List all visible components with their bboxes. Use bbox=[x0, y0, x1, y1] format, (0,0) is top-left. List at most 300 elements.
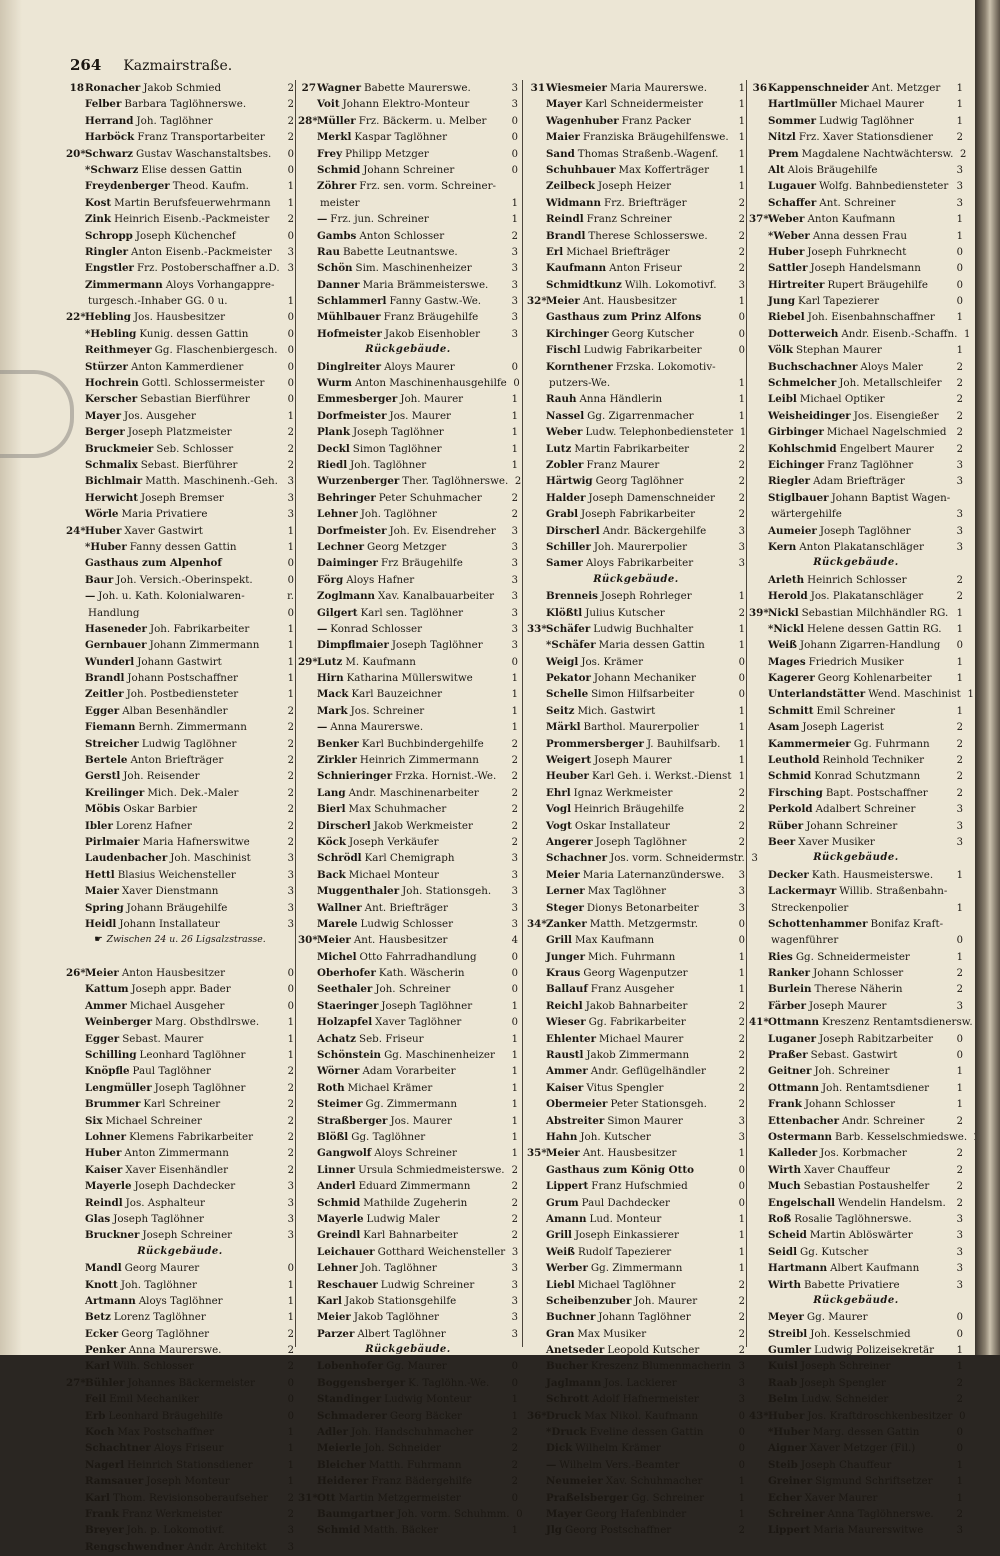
directory-entry bbox=[298, 1326, 518, 1342]
entry-details: Xaver Chauffeur bbox=[803, 1163, 890, 1176]
entry-text bbox=[317, 703, 505, 719]
entry-text bbox=[546, 96, 732, 112]
surname: Bruckmeier bbox=[85, 442, 154, 455]
surname: Knöpfle bbox=[85, 1065, 130, 1078]
entry-details: Philipp Metzger bbox=[345, 147, 429, 160]
surname: Kappenschneider bbox=[768, 82, 869, 94]
directory-entry bbox=[527, 244, 745, 260]
directory-entry bbox=[527, 916, 745, 932]
directory-entry bbox=[298, 473, 522, 489]
directory-entry bbox=[749, 1408, 966, 1424]
entry-details: Gottl. Schlossermeister bbox=[141, 377, 265, 390]
entry-text bbox=[85, 768, 281, 784]
entry-text bbox=[317, 555, 505, 571]
entry-details: Joseph Taglöhner bbox=[352, 426, 444, 439]
surname: Scheid bbox=[768, 1229, 807, 1242]
entry-text bbox=[546, 981, 732, 997]
directory-entry bbox=[298, 113, 518, 129]
entry-details: Barbara Taglöhnerswe. bbox=[124, 98, 247, 111]
entry-text bbox=[317, 309, 505, 325]
directory-entry bbox=[749, 1342, 963, 1358]
entry-details: Aloys Maurer bbox=[384, 360, 455, 373]
entry-text bbox=[768, 785, 950, 801]
surname: Fischl bbox=[546, 344, 581, 357]
entry-text bbox=[85, 621, 281, 637]
directory-entry bbox=[298, 850, 518, 866]
floor-number: 0 bbox=[511, 951, 518, 963]
house-number: 26* bbox=[66, 967, 86, 980]
entry-details: Martin Berufsfeuerwehrmann bbox=[114, 196, 271, 209]
directory-entry bbox=[298, 359, 518, 375]
surname: Penker bbox=[85, 1344, 126, 1357]
entry-details: Karl Schreiner bbox=[143, 1098, 221, 1111]
floor-number: 3 bbox=[956, 164, 963, 176]
house-number: 43* bbox=[749, 1409, 769, 1422]
surname: Belm bbox=[768, 1393, 799, 1406]
entry-details: Babette Privatiere bbox=[803, 1278, 900, 1291]
surname: Brummer bbox=[85, 1098, 141, 1111]
entry-text bbox=[85, 703, 281, 719]
floor-number: 1 bbox=[511, 1000, 518, 1012]
house-number: 33* bbox=[527, 622, 547, 635]
floor-number: 1 bbox=[738, 968, 745, 980]
entry-details: Joseph Fuhrknecht bbox=[807, 245, 907, 258]
directory-entry bbox=[749, 900, 963, 916]
directory-entry bbox=[298, 1522, 518, 1538]
surname: Riebel bbox=[768, 311, 805, 324]
entry-details: Adalbert Schreiner bbox=[815, 803, 916, 816]
entry-text bbox=[768, 686, 961, 702]
floor-number: 2 bbox=[738, 214, 745, 226]
surname: Engelschall bbox=[768, 1196, 836, 1209]
surname: Wurm bbox=[317, 377, 352, 390]
directory-entry bbox=[66, 1506, 294, 1522]
directory-entry bbox=[298, 1047, 518, 1063]
directory-columns bbox=[0, 80, 975, 1553]
entry-details: Kath. Hausmeisterswe. bbox=[811, 868, 934, 881]
directory-entry bbox=[298, 1490, 518, 1506]
floor-number: 2 bbox=[738, 1345, 745, 1357]
directory-entry bbox=[749, 1178, 963, 1194]
entry-details: Joh. Rentamtsdiener bbox=[822, 1081, 930, 1094]
floor-number: 1 bbox=[738, 132, 745, 144]
entry-details: Xaver Eisenhändler bbox=[125, 1163, 229, 1176]
entry-details: Joh. Taglöhner bbox=[136, 114, 213, 127]
surname: Dimpflmaier bbox=[317, 639, 389, 652]
directory-entry bbox=[298, 719, 518, 735]
directory-entry bbox=[527, 1326, 745, 1342]
entry-details: Jakob Stationsgehilfe bbox=[344, 1294, 457, 1307]
directory-entry bbox=[66, 588, 294, 604]
surname: Ballauf bbox=[546, 983, 588, 996]
surname: Haseneder bbox=[85, 622, 147, 635]
directory-entry bbox=[66, 1326, 294, 1342]
entry-details: Dionys Betonarbeiter bbox=[586, 901, 699, 914]
entry-text bbox=[85, 309, 281, 325]
entry-text bbox=[85, 981, 281, 997]
surname: Brandl bbox=[85, 672, 125, 685]
entry-details: Jos. Asphalteur bbox=[125, 1196, 205, 1209]
floor-number: 2 bbox=[287, 705, 294, 717]
floor-number: 1 bbox=[956, 312, 963, 324]
directory-entry bbox=[66, 1375, 294, 1391]
surname: Prommersberger bbox=[546, 737, 644, 750]
entry-details: Andr. Bäckergehilfe bbox=[602, 524, 707, 537]
surname: Heidl bbox=[85, 917, 117, 930]
directory-entry bbox=[66, 605, 294, 621]
entry-text bbox=[546, 1244, 732, 1260]
surname: Lutz bbox=[317, 655, 343, 668]
surname: Zeilbeck bbox=[546, 180, 596, 193]
entry-text bbox=[317, 260, 505, 276]
section-heading: Rückgebäude. bbox=[813, 1294, 899, 1306]
surname: Schrödl bbox=[317, 852, 362, 865]
house-number: 36 bbox=[752, 82, 767, 94]
floor-number: 1 bbox=[738, 410, 745, 422]
surname: Streicher bbox=[85, 737, 139, 750]
entry-details: Adam Briefträger bbox=[813, 475, 905, 488]
floor-number: 0 bbox=[738, 1459, 745, 1471]
entry-details: Gg. Zimmermann bbox=[590, 1262, 683, 1275]
directory-entry bbox=[298, 768, 518, 784]
directory-entry bbox=[749, 965, 963, 981]
entry-text bbox=[768, 1277, 950, 1293]
floor-number: 3 bbox=[738, 886, 745, 898]
directory-entry bbox=[749, 1375, 963, 1391]
entry-text bbox=[546, 326, 732, 342]
entry-details: Joh. Kesselschmied bbox=[810, 1327, 911, 1340]
entry-details: Joseph Schreiner bbox=[800, 1360, 891, 1373]
surname: Perkold bbox=[768, 803, 813, 816]
directory-entry bbox=[298, 1408, 518, 1424]
directory-entry bbox=[298, 981, 518, 997]
entry-details: Xav. Schuhmacher bbox=[605, 1475, 703, 1488]
entry-text bbox=[546, 80, 732, 96]
surname: Adler bbox=[317, 1426, 349, 1439]
surname: Mayer bbox=[85, 409, 122, 422]
entry-details: Gotthard Weichensteller bbox=[377, 1245, 506, 1258]
surname: Mühlbauer bbox=[317, 311, 381, 324]
entry-text bbox=[85, 588, 281, 604]
surname: Zanker bbox=[546, 917, 587, 930]
entry-details: Georg Wagenputzer bbox=[583, 967, 688, 980]
entry-text bbox=[768, 1080, 950, 1096]
entry-details: Mich. Fuhrmann bbox=[588, 950, 676, 963]
floor-number: 2 bbox=[287, 1115, 294, 1127]
section-heading: Rückgebäude. bbox=[137, 1245, 223, 1257]
entry-text bbox=[85, 1391, 281, 1407]
entry-text bbox=[85, 965, 281, 981]
entry-details: Gg. Fabrikarbeiter bbox=[588, 1016, 686, 1029]
entry-details: Joseph Verkäufer bbox=[349, 835, 439, 848]
floor-number: 2 bbox=[287, 771, 294, 783]
floor-number: 3 bbox=[738, 279, 745, 291]
surname: Achatz bbox=[317, 1032, 357, 1045]
directory-entry bbox=[66, 244, 294, 260]
directory-entry bbox=[749, 949, 963, 965]
surname: Wirth bbox=[768, 1278, 801, 1291]
entry-text bbox=[768, 211, 950, 227]
floor-number: 0 bbox=[511, 115, 518, 127]
entry-details: Franziska Bräugehilfenswe. bbox=[582, 131, 729, 144]
surname: Egger bbox=[85, 704, 120, 717]
directory-entry bbox=[527, 736, 745, 752]
directory-entry bbox=[66, 703, 294, 719]
floor-number: 0 bbox=[511, 132, 518, 144]
entry-text bbox=[317, 588, 505, 604]
surname: Frank bbox=[768, 1098, 802, 1111]
directory-entry bbox=[527, 1014, 745, 1030]
entry-details: turgesch.-Inhaber GG. 0 u. bbox=[88, 295, 228, 308]
directory-entry bbox=[66, 228, 294, 244]
surname: Reindl bbox=[85, 1196, 123, 1209]
entry-details: Julius Kutscher bbox=[585, 606, 665, 619]
surname: Wurzenberger bbox=[317, 475, 400, 488]
surname: Rau bbox=[317, 245, 340, 258]
entry-text bbox=[768, 1457, 950, 1473]
directory-entry bbox=[749, 309, 963, 325]
floor-number: 2 bbox=[956, 591, 963, 603]
entry-text bbox=[317, 228, 505, 244]
floor-number: 0 bbox=[287, 328, 294, 340]
directory-entry bbox=[66, 1113, 294, 1129]
entry-text bbox=[768, 162, 950, 178]
directory-entry bbox=[527, 162, 745, 178]
directory-entry bbox=[66, 818, 294, 834]
entry-details: Johann Zigarren-Handlung bbox=[800, 639, 941, 652]
entry-details: Georg Taglöhner bbox=[121, 1327, 210, 1340]
floor-number: 1 bbox=[511, 427, 518, 439]
directory-entry bbox=[527, 1309, 745, 1325]
entry-text bbox=[546, 228, 732, 244]
entry-details: Rupert Bräugehilfe bbox=[827, 278, 928, 291]
directory-entry bbox=[527, 555, 745, 571]
entry-text bbox=[768, 736, 950, 752]
entry-text bbox=[317, 129, 505, 145]
entry-details: Anna dessen Frau bbox=[812, 229, 908, 242]
entry-details: Johann Schreiner bbox=[806, 819, 898, 832]
entry-details: Johann Bräugehilfe bbox=[126, 901, 228, 914]
entry-text bbox=[85, 1277, 281, 1293]
directory-entry bbox=[527, 473, 745, 489]
floor-number: 2 bbox=[738, 607, 745, 619]
entry-text bbox=[317, 1309, 505, 1325]
surname: Mark bbox=[317, 704, 348, 717]
entry-text bbox=[317, 1113, 505, 1129]
floor-number: 1 bbox=[287, 1427, 294, 1439]
entry-text bbox=[768, 932, 950, 948]
floor-number: 3 bbox=[511, 1246, 519, 1258]
entry-text bbox=[317, 244, 505, 260]
entry-text bbox=[546, 391, 732, 407]
surname: Müller bbox=[317, 114, 356, 127]
directory-entry bbox=[66, 80, 294, 96]
entry-details: Joh. Ev. Eisendreher bbox=[389, 524, 496, 537]
entry-text bbox=[768, 1096, 950, 1112]
surname: *Weber bbox=[768, 229, 810, 242]
surname: Rauh bbox=[546, 393, 577, 406]
floor-number: 2 bbox=[956, 1115, 963, 1127]
floor-number: 2 bbox=[511, 1476, 518, 1488]
directory-entry bbox=[527, 277, 745, 293]
floor-number: 3 bbox=[956, 836, 963, 848]
entry-details: Andr. Geflügelhändler bbox=[590, 1065, 706, 1078]
entry-details: Andr. Schreiner bbox=[842, 1114, 925, 1127]
entry-details: Joseph Bremser bbox=[141, 491, 224, 504]
entry-text bbox=[546, 277, 732, 293]
entry-details: Gg. Taglöhner bbox=[351, 1131, 426, 1143]
directory-entry bbox=[527, 605, 745, 621]
surname: Nagerl bbox=[85, 1458, 125, 1471]
floor-number: 1 bbox=[511, 1148, 518, 1160]
floor-number: 0 bbox=[738, 1181, 745, 1193]
surname: Raustl bbox=[546, 1049, 584, 1062]
surname: Märkl bbox=[546, 721, 581, 734]
entry-text bbox=[768, 490, 950, 506]
entry-details: Anton Maschinenhausgehilfe bbox=[354, 377, 507, 390]
entry-text bbox=[768, 1522, 950, 1538]
entry-text bbox=[768, 506, 950, 522]
floor-number: 2 bbox=[511, 1181, 518, 1193]
surname: Sommer bbox=[768, 114, 817, 127]
directory-entry bbox=[298, 1424, 518, 1440]
entry-details: Klemens Fabrikarbeiter bbox=[129, 1131, 254, 1143]
entry-text bbox=[85, 424, 281, 440]
floor-number: 0 bbox=[956, 640, 963, 652]
entry-text bbox=[768, 621, 950, 637]
entry-details: Ludw. Telephonbediensteter bbox=[585, 426, 734, 439]
surname: Gumler bbox=[768, 1344, 812, 1357]
surname: Boggensberger bbox=[317, 1376, 406, 1389]
entry-details: Joseph Taglöhner bbox=[154, 1081, 246, 1094]
directory-entry bbox=[66, 473, 294, 489]
entry-details: Albert Taglöhner bbox=[357, 1327, 446, 1340]
floor-number: 2 bbox=[956, 771, 963, 783]
entry-text bbox=[85, 523, 281, 539]
entry-text bbox=[768, 80, 950, 96]
entry-text bbox=[85, 162, 281, 178]
entry-text bbox=[546, 637, 732, 653]
entry-text bbox=[546, 949, 732, 965]
floor-number: 2 bbox=[287, 214, 294, 226]
entry-text bbox=[546, 867, 732, 883]
directory-entry bbox=[527, 801, 745, 817]
surname: Lugauer bbox=[768, 180, 817, 193]
entry-text bbox=[85, 1440, 281, 1456]
surname: Bichlmair bbox=[85, 475, 143, 488]
entry-details: Johann Taglöhner bbox=[598, 1311, 691, 1324]
surname: Anetseder bbox=[546, 1344, 605, 1357]
surname: Ott bbox=[317, 1491, 336, 1504]
floor-number: 3 bbox=[738, 902, 745, 914]
entry-details: Rosalie Taglöhnerswe. bbox=[794, 1212, 912, 1225]
entry-text bbox=[317, 949, 505, 965]
directory-entry bbox=[298, 883, 518, 899]
entry-text bbox=[317, 1277, 505, 1293]
surname: Maier bbox=[546, 131, 580, 144]
entry-details: Heinrich Eisenb.-Packmeister bbox=[114, 213, 270, 226]
directory-entry bbox=[298, 703, 518, 719]
surname: Ronacher bbox=[85, 82, 141, 94]
entry-text bbox=[768, 473, 950, 489]
surname: Huber bbox=[768, 245, 805, 258]
floor-number: 3 bbox=[956, 1263, 963, 1275]
entry-text bbox=[317, 752, 505, 768]
directory-entry bbox=[749, 523, 963, 539]
surname: Gasthaus zum Prinz Alfons bbox=[546, 311, 702, 324]
directory-entry bbox=[749, 1457, 963, 1473]
surname: Schachtner bbox=[85, 1442, 151, 1455]
floor-number: 1 bbox=[738, 181, 745, 193]
surname: Maier bbox=[85, 885, 119, 898]
directory-entry bbox=[527, 588, 745, 604]
entry-details: Wilhelm Krämer bbox=[575, 1442, 661, 1455]
directory-entry bbox=[298, 1440, 518, 1456]
directory-entry bbox=[527, 113, 745, 129]
entry-details: Jos. Lackierer bbox=[604, 1376, 677, 1389]
entry-details: Martin Ablöswärter bbox=[809, 1229, 913, 1242]
floor-number: 0 bbox=[956, 1443, 963, 1455]
surname: Rengschwendner bbox=[85, 1540, 184, 1553]
surname: Lutz bbox=[546, 442, 572, 455]
floor-number: 1 bbox=[956, 656, 963, 668]
house-number: 29* bbox=[298, 655, 318, 668]
directory-entry bbox=[527, 424, 745, 440]
floor-number: 2 bbox=[511, 1197, 518, 1209]
entry-text bbox=[317, 490, 505, 506]
floor-number: 3 bbox=[287, 918, 294, 930]
floor-number: 3 bbox=[956, 197, 963, 209]
entry-details: Ludwig Monteur bbox=[384, 1393, 472, 1406]
directory-entry bbox=[298, 1014, 518, 1030]
surname: Dinglreiter bbox=[317, 360, 382, 373]
entry-text bbox=[85, 834, 281, 850]
entry-text bbox=[317, 506, 505, 522]
entry-details: Ant. Hausbesitzer bbox=[582, 295, 677, 308]
entry-text bbox=[317, 80, 505, 96]
surname: Arleth bbox=[768, 573, 805, 586]
entry-text bbox=[546, 1260, 732, 1276]
directory-entry bbox=[298, 1277, 518, 1293]
surname: Jaglmann bbox=[546, 1376, 602, 1389]
surname: Köck bbox=[317, 835, 346, 848]
entry-text bbox=[85, 1506, 281, 1522]
directory-entry bbox=[749, 1440, 963, 1456]
entry-text bbox=[768, 1063, 950, 1079]
floor-number: 2 bbox=[511, 1164, 518, 1176]
entry-text bbox=[317, 1293, 505, 1309]
surname: Kalleder bbox=[768, 1147, 818, 1160]
directory-entry bbox=[749, 736, 963, 752]
entry-details: Joseph Taglöhner bbox=[391, 639, 483, 652]
floor-number: 1 bbox=[738, 148, 745, 160]
floor-number: 0 bbox=[511, 1017, 518, 1029]
directory-entry bbox=[527, 965, 745, 981]
floor-number: 3 bbox=[511, 869, 518, 881]
entry-text bbox=[768, 1309, 950, 1325]
directory-entry bbox=[66, 768, 294, 784]
surname: Emmesberger bbox=[317, 393, 398, 406]
entry-text bbox=[85, 818, 281, 834]
entry-details: Stephan Maurer bbox=[795, 344, 882, 357]
entry-details: Jakob Zimmermann bbox=[586, 1049, 690, 1062]
entry-details: Heinrich Schlosser bbox=[807, 573, 907, 586]
entry-details: Jakob Werkmeister bbox=[373, 819, 473, 832]
surname: Wörner bbox=[317, 1065, 360, 1078]
entry-details: Michael Schreiner bbox=[105, 1114, 202, 1127]
surname: Wagenhuber bbox=[546, 114, 619, 127]
entry-details: Frzka. Hornist.-We. bbox=[395, 770, 497, 783]
